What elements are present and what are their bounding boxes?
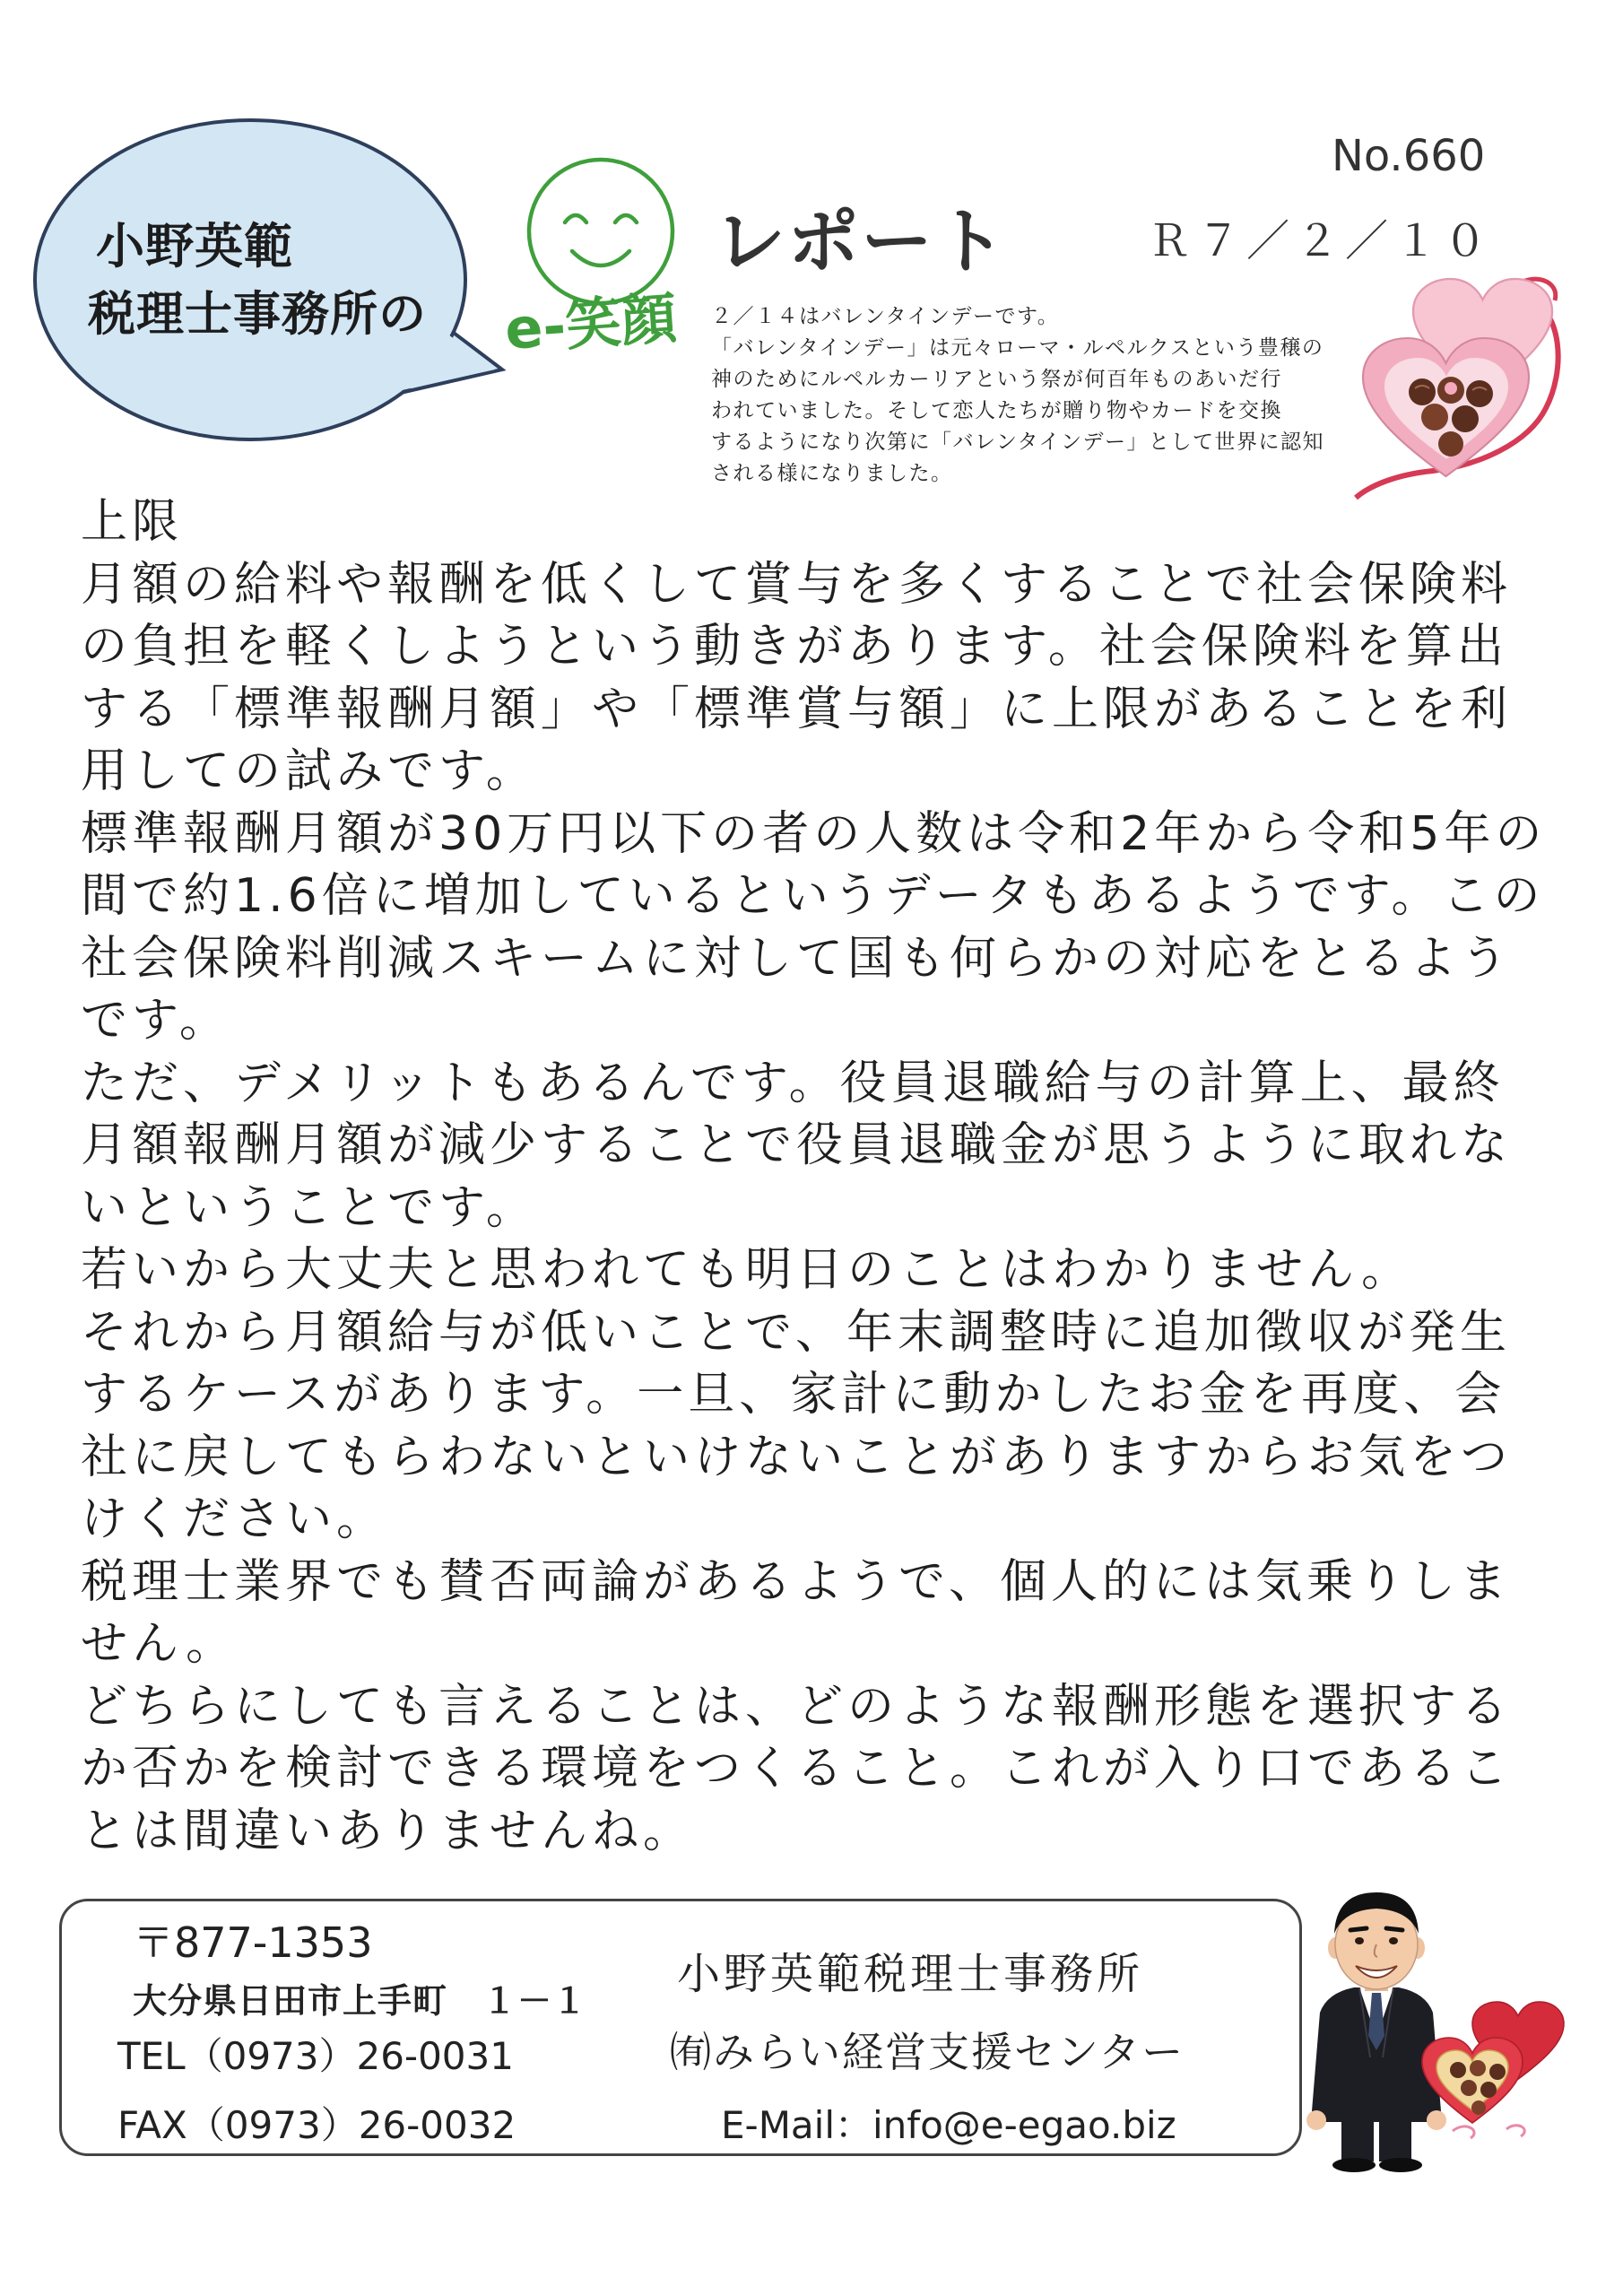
intro-line: するようになり次第に「バレンタインデー」として世界に認知 bbox=[711, 430, 1325, 454]
article-line: です。 bbox=[81, 994, 230, 1048]
bubble-title-line2: 税理士事務所の bbox=[88, 287, 427, 342]
article-line: 社に戻してもらわないといけないことがありますからお気をつ bbox=[81, 1430, 1513, 1484]
postal-code: 〒877-1353 bbox=[133, 1918, 373, 1967]
article-line: ただ、デメリットもあるんです。役員退職給与の計算上、最終 bbox=[81, 1056, 1505, 1110]
article-line: 若いから大丈夫と思われても明日のことはわかりません。 bbox=[81, 1243, 1413, 1297]
article-line: けください。 bbox=[81, 1492, 388, 1546]
article-line: 税理士業界でも賛否両論があるようで、個人的には気乗りしま bbox=[81, 1554, 1511, 1609]
article-line: どちらにしても言えることは、どのような報酬形態を選択する bbox=[81, 1679, 1513, 1734]
intro-line: われていました。そして恋人たちが贈り物やカードを交換 bbox=[711, 399, 1282, 422]
report-title: レポート bbox=[714, 200, 1008, 283]
intro-line: される様になりました。 bbox=[711, 462, 953, 485]
address: 大分県日田市上手町 １－１ bbox=[133, 1981, 588, 2021]
tel-number: TEL（0973）26-0031 bbox=[117, 2034, 514, 2078]
article-line: か否かを検討できる環境をつくること。これが入り口であるこ bbox=[81, 1742, 1513, 1796]
intro-line: 神のためにルペルカーリアという祭が何百年ものあいだ行 bbox=[711, 368, 1282, 391]
intro-paragraph bbox=[711, 301, 1324, 490]
heart-chocolate-box-icon bbox=[1343, 274, 1567, 502]
article-title: 上限 bbox=[81, 495, 184, 549]
article-line: それから月額給与が低いことで、年末調整時に追加徴収が発生 bbox=[81, 1305, 1511, 1360]
article-line: せん。 bbox=[81, 1617, 238, 1671]
article-line: 標準報酬月額が30万円以下の者の人数は令和2年から令和5年の bbox=[81, 806, 1547, 861]
company-name: ㈲みらい経営支援センター bbox=[670, 2028, 1185, 2076]
article-body bbox=[81, 491, 1546, 1863]
fax-number: FAX（0973）26-0032 bbox=[117, 2103, 516, 2147]
intro-line: 「バレンタインデー」は元々ローマ・ルペルクスという豊穣の bbox=[711, 336, 1324, 360]
article-line: 間で約1.6倍に増加しているというデータもあるようです。この bbox=[81, 869, 1545, 923]
article-line: する「標準報酬月額」や「標準賞与額」に上限があることを利 bbox=[81, 682, 1513, 736]
office-name: 小野英範税理士事務所 bbox=[677, 1949, 1144, 1999]
article-line: 用しての試みです。 bbox=[81, 744, 537, 798]
issue-date: Ｒ７／２／１０ bbox=[1148, 216, 1494, 266]
heart-chocolates-icon bbox=[1417, 1998, 1569, 2142]
article-line: 月額の給料や報酬を低くして賞与を多くすることで社会保険料 bbox=[81, 557, 1513, 612]
bubble-title-line1: 小野英範 bbox=[96, 218, 293, 274]
article-line: 月額報酬月額が減少することで役員退職金が思うように取れな bbox=[81, 1118, 1513, 1172]
article-line: の負担を軽くしようという動きがあります。社会保険料を算出 bbox=[81, 620, 1508, 674]
article-line: 社会保険料削減スキームに対して国も何らかの対応をとるよう bbox=[81, 931, 1513, 986]
logo-text: e-笑顔 bbox=[502, 284, 680, 363]
issue-number: No.660 bbox=[1332, 131, 1486, 181]
email-address: E-Mail：info@e-egao.biz bbox=[721, 2103, 1176, 2147]
article-line: とは間違いありませんね。 bbox=[81, 1804, 695, 1858]
article-line: するケースがあります。一旦、家計に動かしたお金を再度、会 bbox=[81, 1368, 1506, 1422]
article-line: いということです。 bbox=[81, 1180, 537, 1235]
intro-line: ２／１４はバレンタインデーです。 bbox=[711, 305, 1060, 328]
